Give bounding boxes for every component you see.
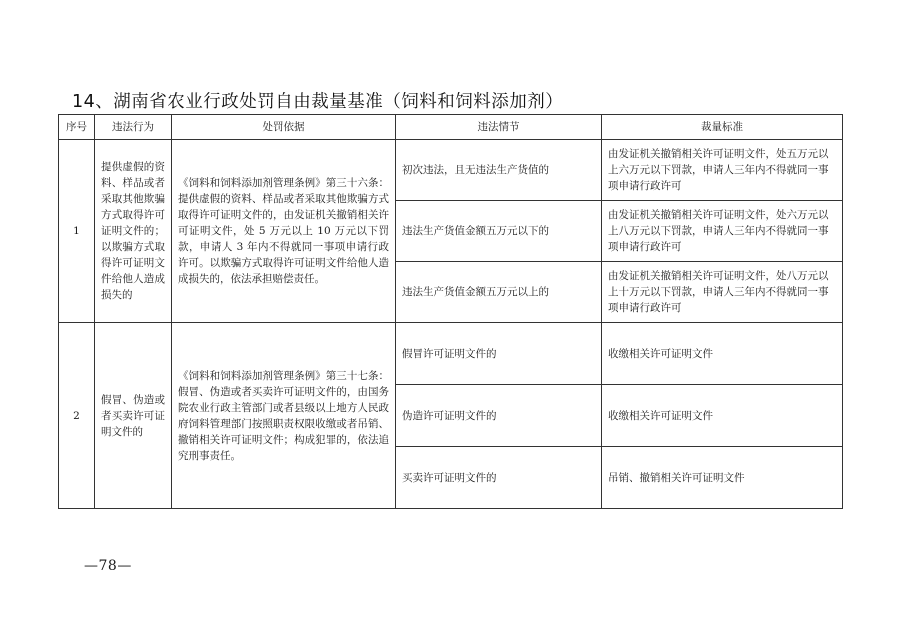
page-number: —78—: [84, 558, 132, 574]
circumstance-cell: 违法生产货值金额五万元以上的: [396, 262, 602, 323]
table-header-row: [59, 115, 843, 140]
violation-act-cell: 提供虚假的资料、样品或者采取其他欺骗方式取得许可证明文件的；以欺骗方式取得许可证明文件给他人造成损失的: [95, 140, 172, 323]
penalty-basis-cell: 《饲料和饲料添加剂管理条例》第三十六条：提供虚假的资料、样品或者采取其他欺骗方式取得许可证明文件的，由发证机关撤销相关许可证明文件，处 5 万元以上 10 万元以下罚款，申请人 3 年内不得就同一事项申请行政许可。以欺骗方式取得许可证明文件给他人造成损失的，依法承担赔偿责任。: [172, 140, 396, 323]
header-standard: 裁量标准: [602, 115, 843, 140]
header-circumstance: 违法情节: [396, 115, 602, 140]
violation-act-cell: 假冒、伪造或者买卖许可证明文件的: [95, 323, 172, 509]
page-title: 14、湖南省农业行政处罚自由裁量基准（饲料和饲料添加剂）: [72, 92, 564, 112]
header-act: 违法行为: [95, 115, 172, 140]
standard-cell: 收缴相关许可证明文件: [602, 323, 843, 385]
circumstance-cell: 违法生产货值金额五万元以下的: [396, 201, 602, 262]
circumstance-cell: 伪造许可证明文件的: [396, 385, 602, 447]
standard-cell: 由发证机关撤销相关许可证明文件，处六万元以上八万元以下罚款，申请人三年内不得就同一事项申请行政许可: [602, 201, 843, 262]
circumstance-cell: 假冒许可证明文件的: [396, 323, 602, 385]
standard-cell: 收缴相关许可证明文件: [602, 385, 843, 447]
row-number: 2: [59, 323, 95, 509]
header-no: 序号: [59, 115, 95, 140]
row-number: 1: [59, 140, 95, 323]
circumstance-cell: 买卖许可证明文件的: [396, 447, 602, 509]
standard-cell: 由发证机关撤销相关许可证明文件，处五万元以上六万元以下罚款，申请人三年内不得就同一事项申请行政许可: [602, 140, 843, 201]
table-row: [59, 323, 843, 385]
header-basis: 处罚依据: [172, 115, 396, 140]
circumstance-cell: 初次违法，且无违法生产货值的: [396, 140, 602, 201]
standard-cell: 由发证机关撤销相关许可证明文件，处八万元以上十万元以下罚款，申请人三年内不得就同一事项申请行政许可: [602, 262, 843, 323]
standard-cell: 吊销、撤销相关许可证明文件: [602, 447, 843, 509]
table-row: [59, 140, 843, 201]
penalty-basis-cell: 《饲料和饲料添加剂管理条例》第三十七条：假冒、伪造或者买卖许可证明文件的，由国务院农业行政主管部门或者县级以上地方人民政府饲料管理部门按照职责权限收缴或者吊销、撤销相关许可证明文件；构成犯罪的，依法追究刑事责任。: [172, 323, 396, 509]
penalty-standard-table: [58, 114, 843, 509]
